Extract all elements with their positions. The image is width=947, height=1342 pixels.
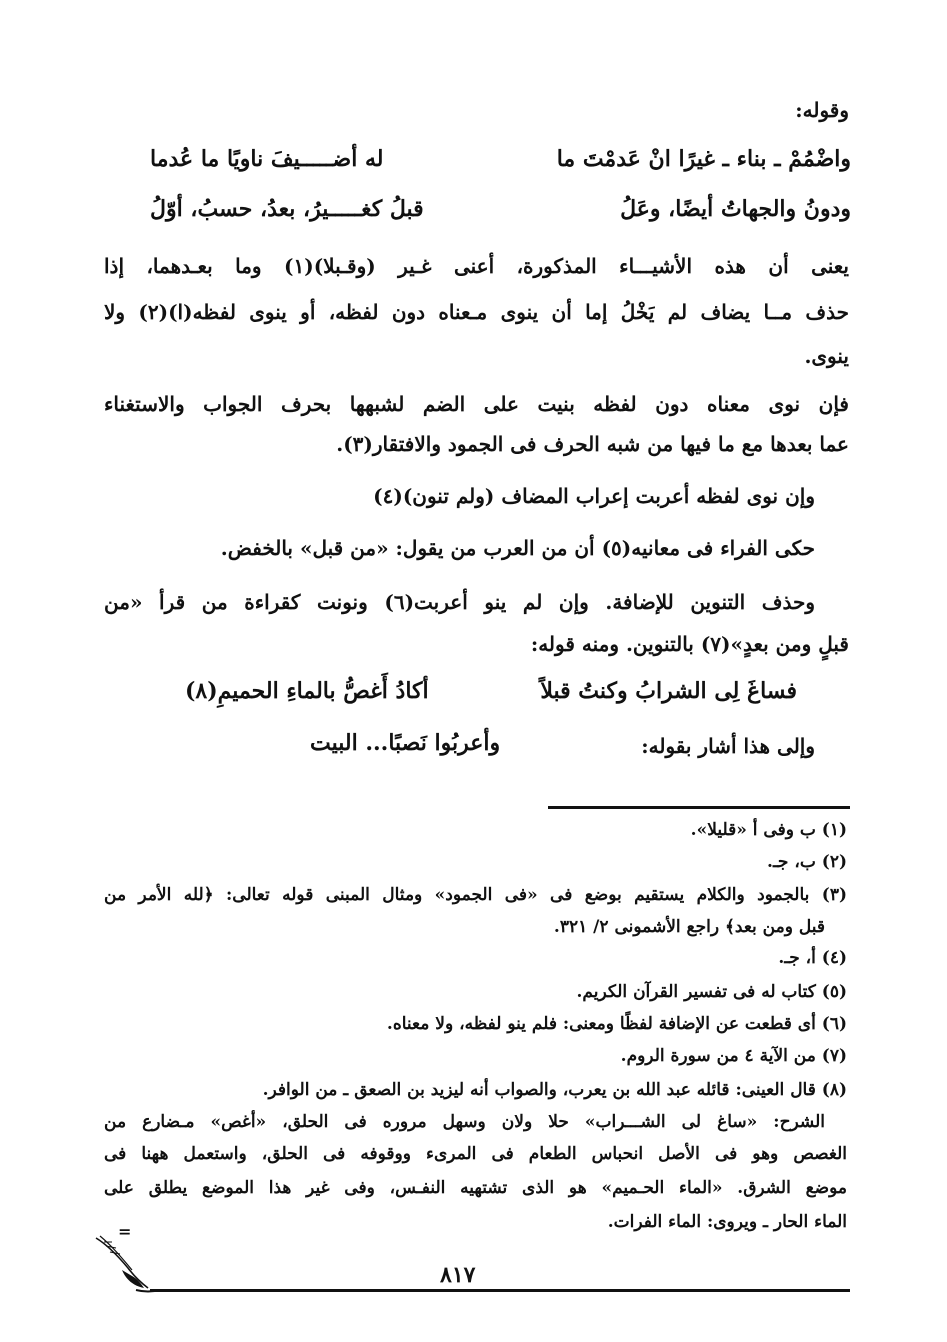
footnote-8-line-3: الغصص وهو فى الأصل انحباس الطعام فى المرىء ووقوفه فى الحلق، واستعمل ههنا فى <box>104 1144 847 1164</box>
paragraph-line-7: حكى الفراء فى معانيه(٥) أن من العرب من يقول: «من قبل» بالخفض. <box>220 536 815 560</box>
verse-2-left-hemistich: قبلُ كغـــــيرُ، بعدُ، حسبُ، أوّلُ <box>150 196 424 222</box>
bottom-rule <box>150 1289 850 1292</box>
footnote-3-continued: قبل ومن بعد﴾ راجع الأشمونى ٢/ ٣٢١. <box>553 917 825 937</box>
page-number: ٨١٧ <box>440 1262 476 1288</box>
intro-text: وقوله: <box>795 98 849 122</box>
footnote-7: (٧) من الآية ٤ من سورة الروم. <box>620 1046 847 1066</box>
paragraph-line-5: عما بعدها مع ما فيها من شبه الحرف فى الجمود والافتقار(٣). <box>336 432 849 456</box>
footnote-5: (٥) كتاب له فى تفسير القرآن الكريم. <box>576 982 847 1002</box>
footnote-8-line-4: موضع الشرق. «الماء الحـميم» هو الذى تشتهيه النفـس، وفى غير هذا الموضع يطلق على <box>104 1178 847 1198</box>
footnote-8: (٨) قال العينى: قائله عبد الله بن يعرب، والصواب أنه ليزيد بن الصعق ـ من الوافر. <box>262 1080 847 1100</box>
footnote-8-line-5: الماء الحار ـ ويروى: الماء الفرات. <box>607 1212 847 1232</box>
verse-3-left-hemistich: أكادُ أَغصُّ بالماءِ الحميمِ(٨) <box>185 678 429 704</box>
footnote-divider <box>548 806 850 809</box>
paragraph-line-9: قبلٍ ومن بعدٍ»(٧) بالتنوين. ومنه قوله: <box>530 632 849 656</box>
footnote-3: (٣) بالجمود والكلام يستقيم بوضع فى «فى الجمود» ومثال المبنى قوله تعالى: ﴿لله الأمر من <box>104 885 847 905</box>
footnote-2: (٢) ب، جـ. <box>767 852 847 872</box>
continuation-mark: = <box>118 1222 132 1241</box>
verse-1-left-hemistich: له أضـــــيفَ ناويًا ما عُدما <box>150 146 384 172</box>
paragraph-line-1: يعنى أن هذه الأشيـــاء المذكورة، أعنى غـير (وقـبلا)(١) وما بعـدهما، إذا <box>104 254 849 278</box>
reference-text: وإلى هذا أشار بقوله: <box>641 734 815 758</box>
paragraph-line-4: فإن نوى معناه دون لفظه بنيت على الضم لشبهها بحرف الجواب والاستغناء <box>104 392 849 416</box>
paragraph-line-8: وحذف التنوين للإضافة. وإن لم ينو أعربت(٦) ونونت كقراءة من قرأ «من <box>104 590 816 614</box>
verse-3-right-hemistich: فساغَ لِى الشرابُ وكنتُ قبلاً <box>540 678 797 704</box>
paragraph-line-2: حذف مــا يضاف لم يَخْلُ إما أن ينوى مـعناه دون لفظه، أو ينوى لفظه(ا)(٢) ولا <box>104 300 850 324</box>
footnote-6: (٦) أى قطعت عن الإضافة لفظًا ومعنى: فلم ينو لفظه، ولا معناه. <box>386 1014 847 1034</box>
paragraph-line-3: ينوى. <box>804 344 849 368</box>
footnote-4: (٤) أ، جـ. <box>778 948 847 968</box>
verse-1-right-hemistich: واضْمُمْ ـ بناء ـ غيرًا انْ عَدمْتَ ما <box>556 146 851 172</box>
reference-verse: وأعربُوا نَصبًا... البيت <box>310 730 501 756</box>
quill-ornament-icon <box>92 1232 162 1296</box>
footnote-1: (١) ب وفى أ «قليلا». <box>690 820 847 840</box>
verse-2-right-hemistich: ودونُ والجهاتُ أيضًا، وعَلُ <box>620 196 851 222</box>
footnote-8-line-2: الشرح: «ساغ لى الشـــراب» حلا ولان وسهل مروره فى الحلق، «أغص» مـضارع من <box>104 1112 825 1132</box>
paragraph-line-6: وإن نوى لفظه أعربت إعراب المضاف (ولم تنون)(٤) <box>373 484 815 508</box>
